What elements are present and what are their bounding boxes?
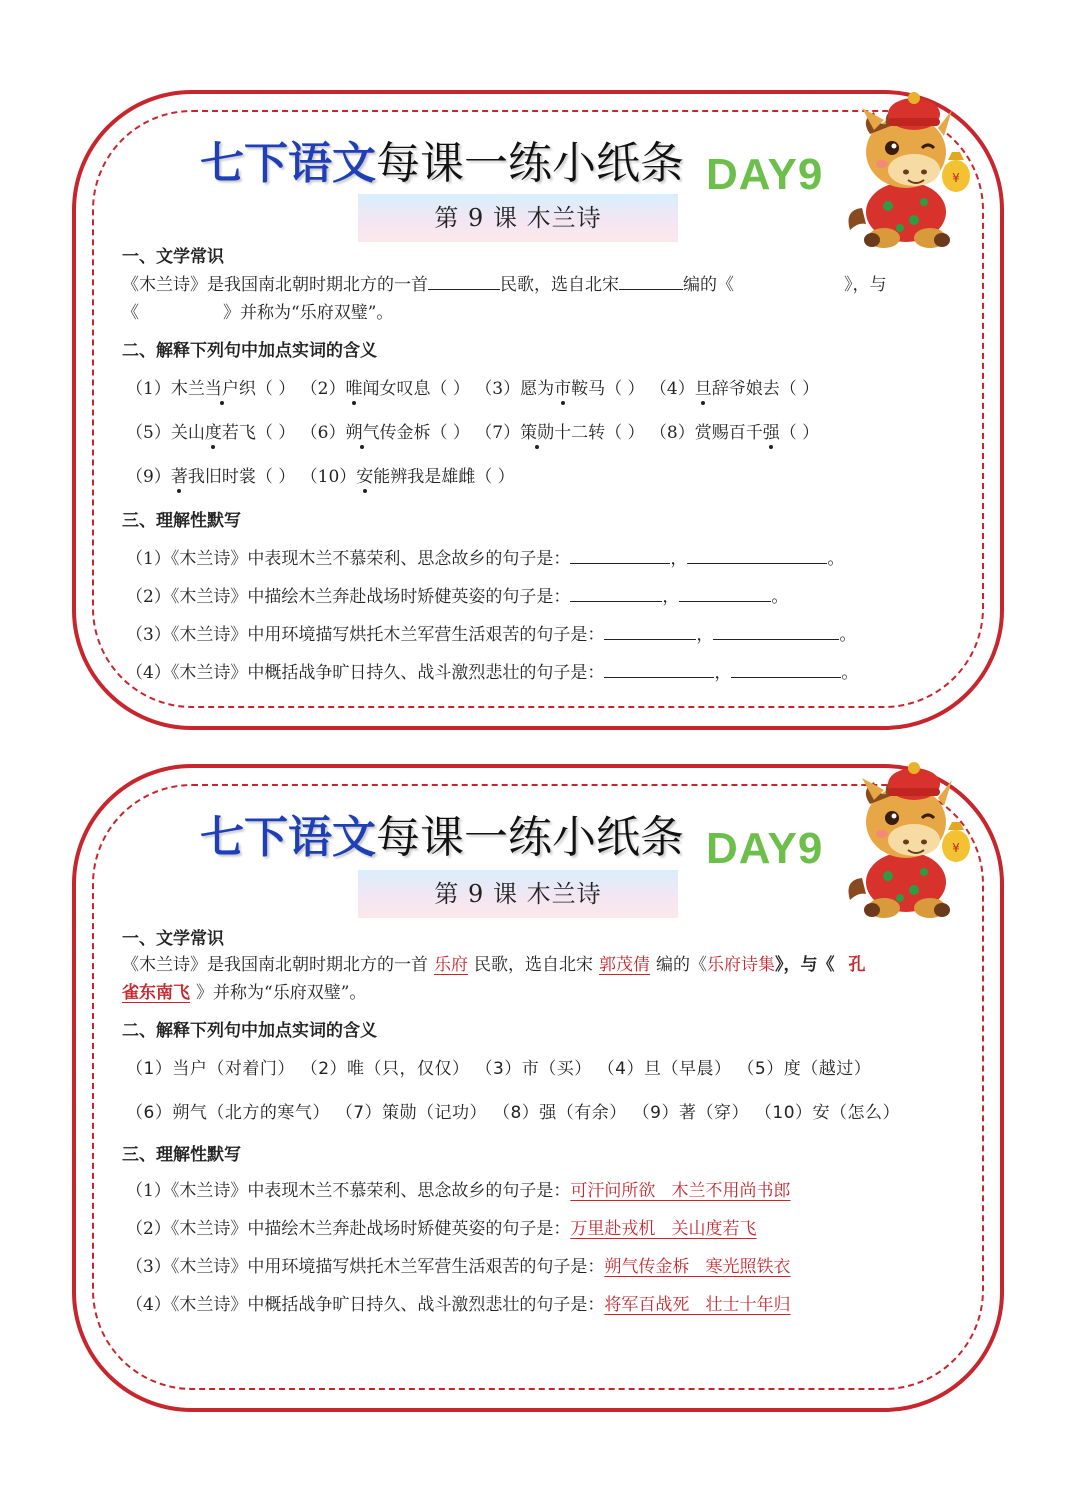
worksheet-card-answers — [72, 764, 1004, 1412]
page-title: 七下语文每课一练小纸条 — [200, 812, 684, 863]
word-answer-row-1: （1）当户（对着门） （2）唯（只，仅仅） （3）市（买） （4）旦（早晨） （5）度（越过） — [126, 1059, 872, 1079]
word-question: （5）关山度若飞（ ） — [126, 423, 296, 443]
literature-answer-line-1: 《木兰诗》是我国南北朝时期北方的一首 乐府 民歌，选自北宋 郭茂倩 编的《乐府诗集》，与《 孔 — [122, 955, 866, 975]
word-question: （1）木兰当户织（ ） — [126, 379, 296, 399]
literature-answer-line-2: 雀东南飞 》并称为“乐府双璧”。 — [122, 983, 367, 1003]
answer-text: 孔 — [848, 955, 866, 975]
dictation-question-2: （2）《木兰诗》中描绘木兰奔赴战场时矫健英姿的句子是： ， 。 — [126, 582, 788, 607]
dictation-answer-3: （3）《木兰诗》中用环境描写烘托木兰军营生活艰苦的句子是：朔气传金柝 寒光照铁衣 — [126, 1257, 791, 1277]
answer-text: 郭茂倩 — [599, 955, 650, 975]
answer-text: 万里赴戎机 关山度若飞 — [570, 1219, 757, 1239]
word-question-row-1 — [126, 374, 819, 399]
literature-line-2: 《 》并称为“乐府双璧”。 — [122, 303, 394, 323]
page-title: 七下语文每课一练小纸条 — [200, 138, 684, 189]
dictation-question-3: （3）《木兰诗》中用环境描写烘托木兰军营生活艰苦的句子是： ， 。 — [126, 620, 856, 645]
dictation-answer-1: （1）《木兰诗》中表现木兰不慕荣利、思念故乡的句子是：可汗问所欲 木兰不用尚书郎 — [126, 1181, 791, 1201]
word-question-row-3 — [126, 462, 515, 487]
day-label: DAY9 — [706, 150, 824, 199]
dictation-question-1: （1）《木兰诗》中表现木兰不慕荣利、思念故乡的句子是： ， 。 — [126, 544, 844, 569]
word-question: （8）赏赐百千强（ ） — [649, 423, 820, 443]
answer-text: 朔气传金柝 寒光照铁衣 — [604, 1257, 791, 1277]
word-question: （6）朔气传金柝（ ） — [300, 423, 470, 443]
section-heading-words: 二、解释下列句中加点实词的含义 — [122, 341, 377, 361]
dictation-answer-2: （2）《木兰诗》中描绘木兰奔赴战场时矫健英姿的句子是：万里赴戎机 关山度若飞 — [126, 1219, 757, 1239]
horse-mascot-icon — [844, 90, 972, 250]
answer-text: 可汗问所欲 木兰不用尚书郎 — [570, 1181, 791, 1201]
horse-mascot-icon — [844, 760, 972, 920]
section-heading-dictation: 三、理解性默写 — [122, 1145, 241, 1165]
answer-text: 将军百战死 壮士十年归 — [604, 1295, 791, 1315]
word-answer-row-2: （6）朔气（北方的寒气） （7）策勋（记功） （8）强（有余） （9）著（穿） （10）安（怎么） — [126, 1103, 901, 1123]
word-question: （3）愿为市鞍马（ ） — [475, 379, 645, 399]
word-question: （2）唯闻女叹息（ ） — [300, 379, 470, 399]
word-question: （10）安能辨我是雄雌（ ） — [300, 467, 515, 487]
section-heading-literature: 一、文学常识 — [122, 929, 224, 949]
literature-line-1: 《木兰诗》是我国南北朝时期北方的一首 民歌，选自北宋 编的《 》，与 — [122, 270, 887, 295]
section-heading-literature: 一、文学常识 — [122, 247, 224, 267]
word-question: （9）著我旧时裳（ ） — [126, 467, 296, 487]
word-question: （4）旦辞爷娘去（ ） — [649, 379, 820, 399]
answer-text: 乐府 — [434, 955, 468, 975]
word-question: （7）策勋十二转（ ） — [475, 423, 645, 443]
day-label: DAY9 — [706, 824, 824, 873]
lesson-title: 第 9 课 木兰诗 — [358, 870, 678, 918]
section-heading-dictation: 三、理解性默写 — [122, 511, 241, 531]
lesson-title: 第 9 课 木兰诗 — [358, 194, 678, 242]
answer-text: 雀东南飞 — [122, 983, 190, 1003]
dictation-answer-4: （4）《木兰诗》中概括战争旷日持久、战斗激烈悲壮的句子是：将军百战死 壮士十年归 — [126, 1295, 791, 1315]
word-question-row-2 — [126, 418, 819, 443]
dictation-question-4: （4）《木兰诗》中概括战争旷日持久、战斗激烈悲壮的句子是： ， 。 — [126, 658, 858, 683]
section-heading-words: 二、解释下列句中加点实词的含义 — [122, 1021, 377, 1041]
worksheet-card-blank — [72, 90, 1004, 730]
answer-text: 乐府诗集 — [707, 955, 775, 975]
